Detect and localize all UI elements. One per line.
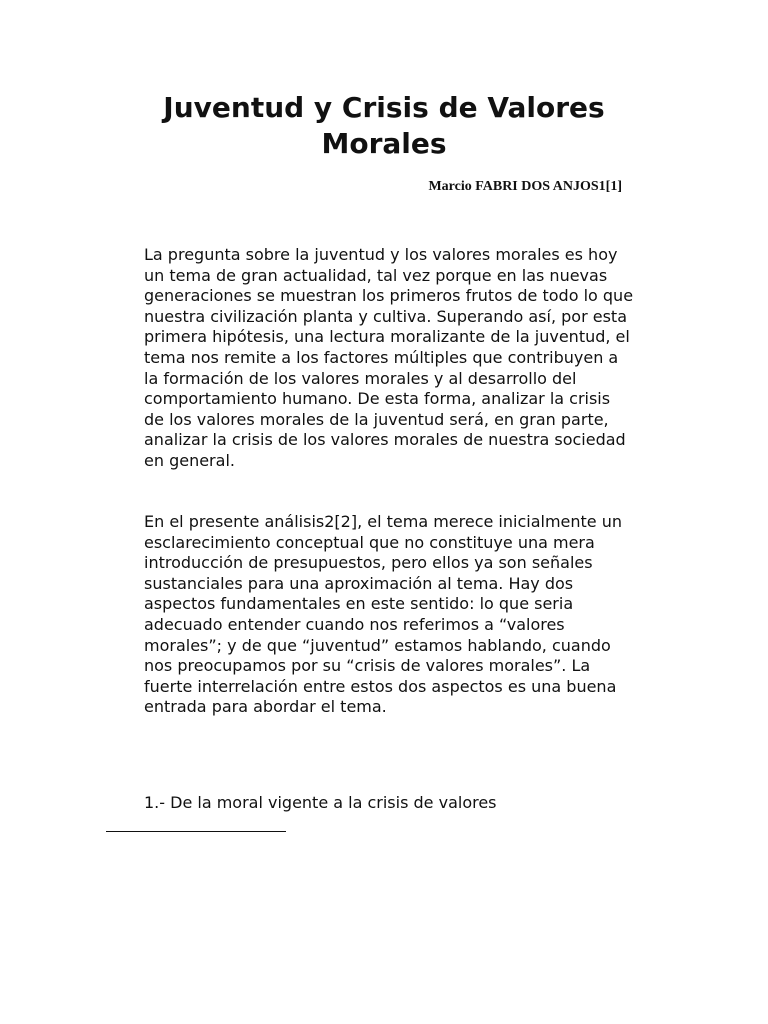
document-title: Juventud y Crisis de Valores Morales bbox=[163, 91, 605, 160]
section-heading: 1.- De la moral vigente a la crisis de valores bbox=[144, 793, 497, 812]
author-line: Marcio FABRI DOS ANJOS1[1] bbox=[428, 179, 622, 194]
footnote-separator bbox=[106, 831, 286, 832]
body-paragraph-1: La pregunta sobre la juventud y los valores morales es hoy un tema de gran actualidad, tal vez porque en las nuevas generaciones se muestran los primeros frutos de todo lo que nuestra civilización planta y cultiva. Superando así, por esta primera hipótesis, una lectura moralizante de la juventud, el tema nos remite a los factores múltiples que contribuyen a la formación de los valores morales y al desarrollo del comportamiento humano. De esta forma, analizar la crisis de los valores morales de la juventud será, en gran parte, analizar la crisis de los valores morales de nuestra sociedad en general. bbox=[144, 245, 634, 470]
body-paragraph-2: En el presente análisis2[2], el tema merece inicialmente un esclarecimiento conceptual que no constituye una mera introducción de presupuestos, pero ellos ya son señales sustanciales para una aproximación al tema. Hay dos aspectos fundamentales en este sentido: lo que seria adecuado entender cuando nos referimos a “valores morales”; y de que “juventud” estamos hablando, cuando nos preocupamos por su “crisis de valores morales”. La fuerte interrelación entre estos dos aspectos es una buena entrada para abordar el tema. bbox=[144, 512, 623, 717]
